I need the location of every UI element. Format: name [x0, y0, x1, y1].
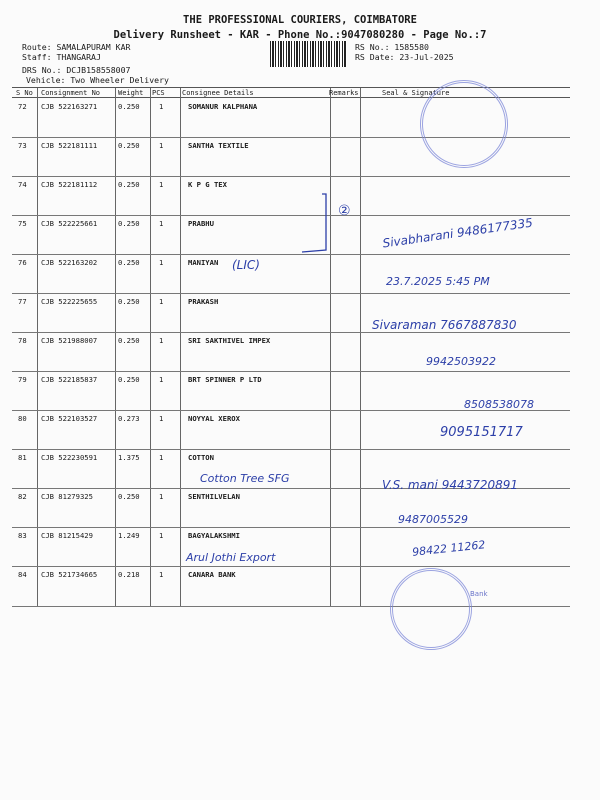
row-sno: 75 — [18, 219, 27, 228]
company-title: THE PROFESSIONAL COURIERS, COIMBATORE — [183, 14, 417, 26]
handwritten-signature: Sivabharani 9486177335 — [381, 215, 534, 251]
row-pcs: 1 — [159, 180, 164, 189]
row-divider — [12, 215, 570, 216]
handwritten-cotton-note: Cotton Tree SFG — [200, 472, 290, 485]
row-weight: 1.375 — [118, 453, 140, 462]
handwritten-lic-note: (LIC) — [232, 258, 260, 272]
row-divider — [12, 449, 570, 450]
handwritten-phone: 98422 11262 — [411, 538, 486, 559]
column-divider — [150, 88, 151, 606]
row-divider — [12, 293, 570, 294]
row-consignment: CJB 521734665 — [41, 570, 98, 579]
drs-label: DRS No.: DCJB158558007 — [22, 65, 131, 75]
row-weight: 0.250 — [118, 375, 140, 384]
row-pcs: 1 — [159, 375, 164, 384]
row-consignment: CJB 522163202 — [41, 258, 98, 267]
row-pcs: 1 — [159, 414, 164, 423]
col-header-consignee: Consignee Details — [182, 89, 254, 97]
row-pcs: 1 — [159, 258, 164, 267]
row-pcs: 1 — [159, 453, 164, 462]
handwritten-phone: 9942503922 — [426, 355, 496, 368]
handwritten-export-note: Arul Jothi Export — [186, 551, 276, 564]
row-weight: 0.273 — [118, 414, 140, 423]
row-pcs: 1 — [159, 531, 164, 540]
runsheet-subtitle: Delivery Runsheet - KAR - Phone No.:9047080280 - Page No.:7 — [113, 29, 487, 41]
row-weight: 0.218 — [118, 570, 140, 579]
row-sno: 80 — [18, 414, 27, 423]
row-consignee: SENTHILVELAN — [188, 492, 240, 501]
handwritten-phone: 9487005529 — [398, 513, 468, 526]
remark-circled-two: ② — [338, 203, 351, 219]
row-pcs: 1 — [159, 570, 164, 579]
rs-date: RS Date: 23-Jul-2025 — [355, 52, 454, 62]
column-divider — [115, 88, 116, 606]
row-divider — [12, 566, 570, 567]
row-sno: 78 — [18, 336, 27, 345]
row-pcs: 1 — [159, 102, 164, 111]
col-header-weight: Weight — [118, 89, 144, 97]
row-pcs: 1 — [159, 492, 164, 501]
row-weight: 0.250 — [118, 336, 140, 345]
row-consignee: PRAKASH — [188, 297, 219, 306]
row-weight: 0.250 — [118, 297, 140, 306]
row-consignee: MANIYAN — [188, 258, 219, 267]
row-sno: 82 — [18, 492, 27, 501]
row-divider — [12, 371, 570, 372]
row-weight: 0.250 — [118, 219, 140, 228]
row-consignment: CJB 81215429 — [41, 531, 93, 540]
row-sno: 74 — [18, 180, 27, 189]
row-sno: 84 — [18, 570, 27, 579]
row-consignment: CJB 522181112 — [41, 180, 98, 189]
remarks-bracket-mark — [300, 190, 340, 260]
row-pcs: 1 — [159, 141, 164, 150]
row-weight: 1.249 — [118, 531, 140, 540]
row-pcs: 1 — [159, 297, 164, 306]
rs-number: RS No.: 1585580 — [355, 42, 429, 52]
row-divider — [12, 527, 570, 528]
stamp-text-bank: Bank — [470, 590, 488, 598]
row-consignment: CJB 522185837 — [41, 375, 98, 384]
row-consignee: PRABHU — [188, 219, 214, 228]
row-consignee: BAGYALAKSHMI — [188, 531, 240, 540]
row-weight: 0.250 — [118, 141, 140, 150]
row-weight: 0.250 — [118, 492, 140, 501]
row-consignment: CJB 522103527 — [41, 414, 98, 423]
row-pcs: 1 — [159, 219, 164, 228]
handwritten-signature: V.S. mani 9443720891 — [382, 478, 519, 492]
route-label: Route: SAMALAPURAM KAR — [22, 42, 131, 52]
row-sno: 83 — [18, 531, 27, 540]
row-sno: 73 — [18, 141, 27, 150]
row-consignee: SRI SAKTHIVEL IMPEX — [188, 336, 271, 345]
row-consignee: NOYYAL XEROX — [188, 414, 240, 423]
handwritten-phone: 8508538078 — [464, 398, 534, 411]
handwritten-delivery-time: 23.7.2025 5:45 PM — [386, 275, 490, 288]
handwritten-phone: 9095151717 — [440, 425, 523, 440]
row-weight: 0.250 — [118, 258, 140, 267]
column-divider — [360, 88, 361, 606]
row-divider — [12, 332, 570, 333]
row-pcs: 1 — [159, 336, 164, 345]
row-consignment: CJB 522225655 — [41, 297, 98, 306]
row-consignee: K P G TEX — [188, 180, 227, 189]
col-header-signature: Seal & Signature — [382, 89, 450, 97]
bank-seal-stamp — [390, 568, 472, 650]
row-consignment: CJB 522230591 — [41, 453, 98, 462]
row-consignee: COTTON — [188, 453, 214, 462]
col-header-remarks: Remarks — [329, 89, 359, 97]
column-divider — [330, 88, 331, 606]
col-header-sno: S No — [16, 89, 33, 97]
row-consignment: CJB 81279325 — [41, 492, 93, 501]
row-consignment: CJB 521988007 — [41, 336, 98, 345]
row-divider — [12, 254, 570, 255]
row-consignee: SANTHA TEXTILE — [188, 141, 249, 150]
row-weight: 0.250 — [118, 102, 140, 111]
row-sno: 79 — [18, 375, 27, 384]
row-divider — [12, 176, 570, 177]
company-seal-stamp — [420, 80, 508, 168]
row-sno: 77 — [18, 297, 27, 306]
row-consignment: CJB 522163271 — [41, 102, 98, 111]
row-consignment: CJB 522225661 — [41, 219, 98, 228]
vehicle-label: Vehicle: Two Wheeler Delivery — [26, 75, 169, 85]
col-header-consignment: Consignment No — [41, 89, 101, 97]
barcode-image — [270, 41, 347, 67]
row-consignee: SOMANUR KALPHANA — [188, 102, 258, 111]
row-consignee: BRT SPINNER P LTD — [188, 375, 262, 384]
column-divider — [180, 88, 181, 606]
staff-label: Staff: THANGARAJ — [22, 52, 101, 62]
row-sno: 81 — [18, 453, 27, 462]
row-consignment: CJB 522181111 — [41, 141, 98, 150]
row-sno: 72 — [18, 102, 27, 111]
row-consignee: CANARA BANK — [188, 570, 236, 579]
row-divider — [12, 606, 570, 607]
row-weight: 0.250 — [118, 180, 140, 189]
handwritten-signature: Sivaraman 7667887830 — [372, 318, 517, 332]
col-header-pcs: PCS — [152, 89, 165, 97]
column-divider — [37, 88, 38, 606]
row-sno: 76 — [18, 258, 27, 267]
